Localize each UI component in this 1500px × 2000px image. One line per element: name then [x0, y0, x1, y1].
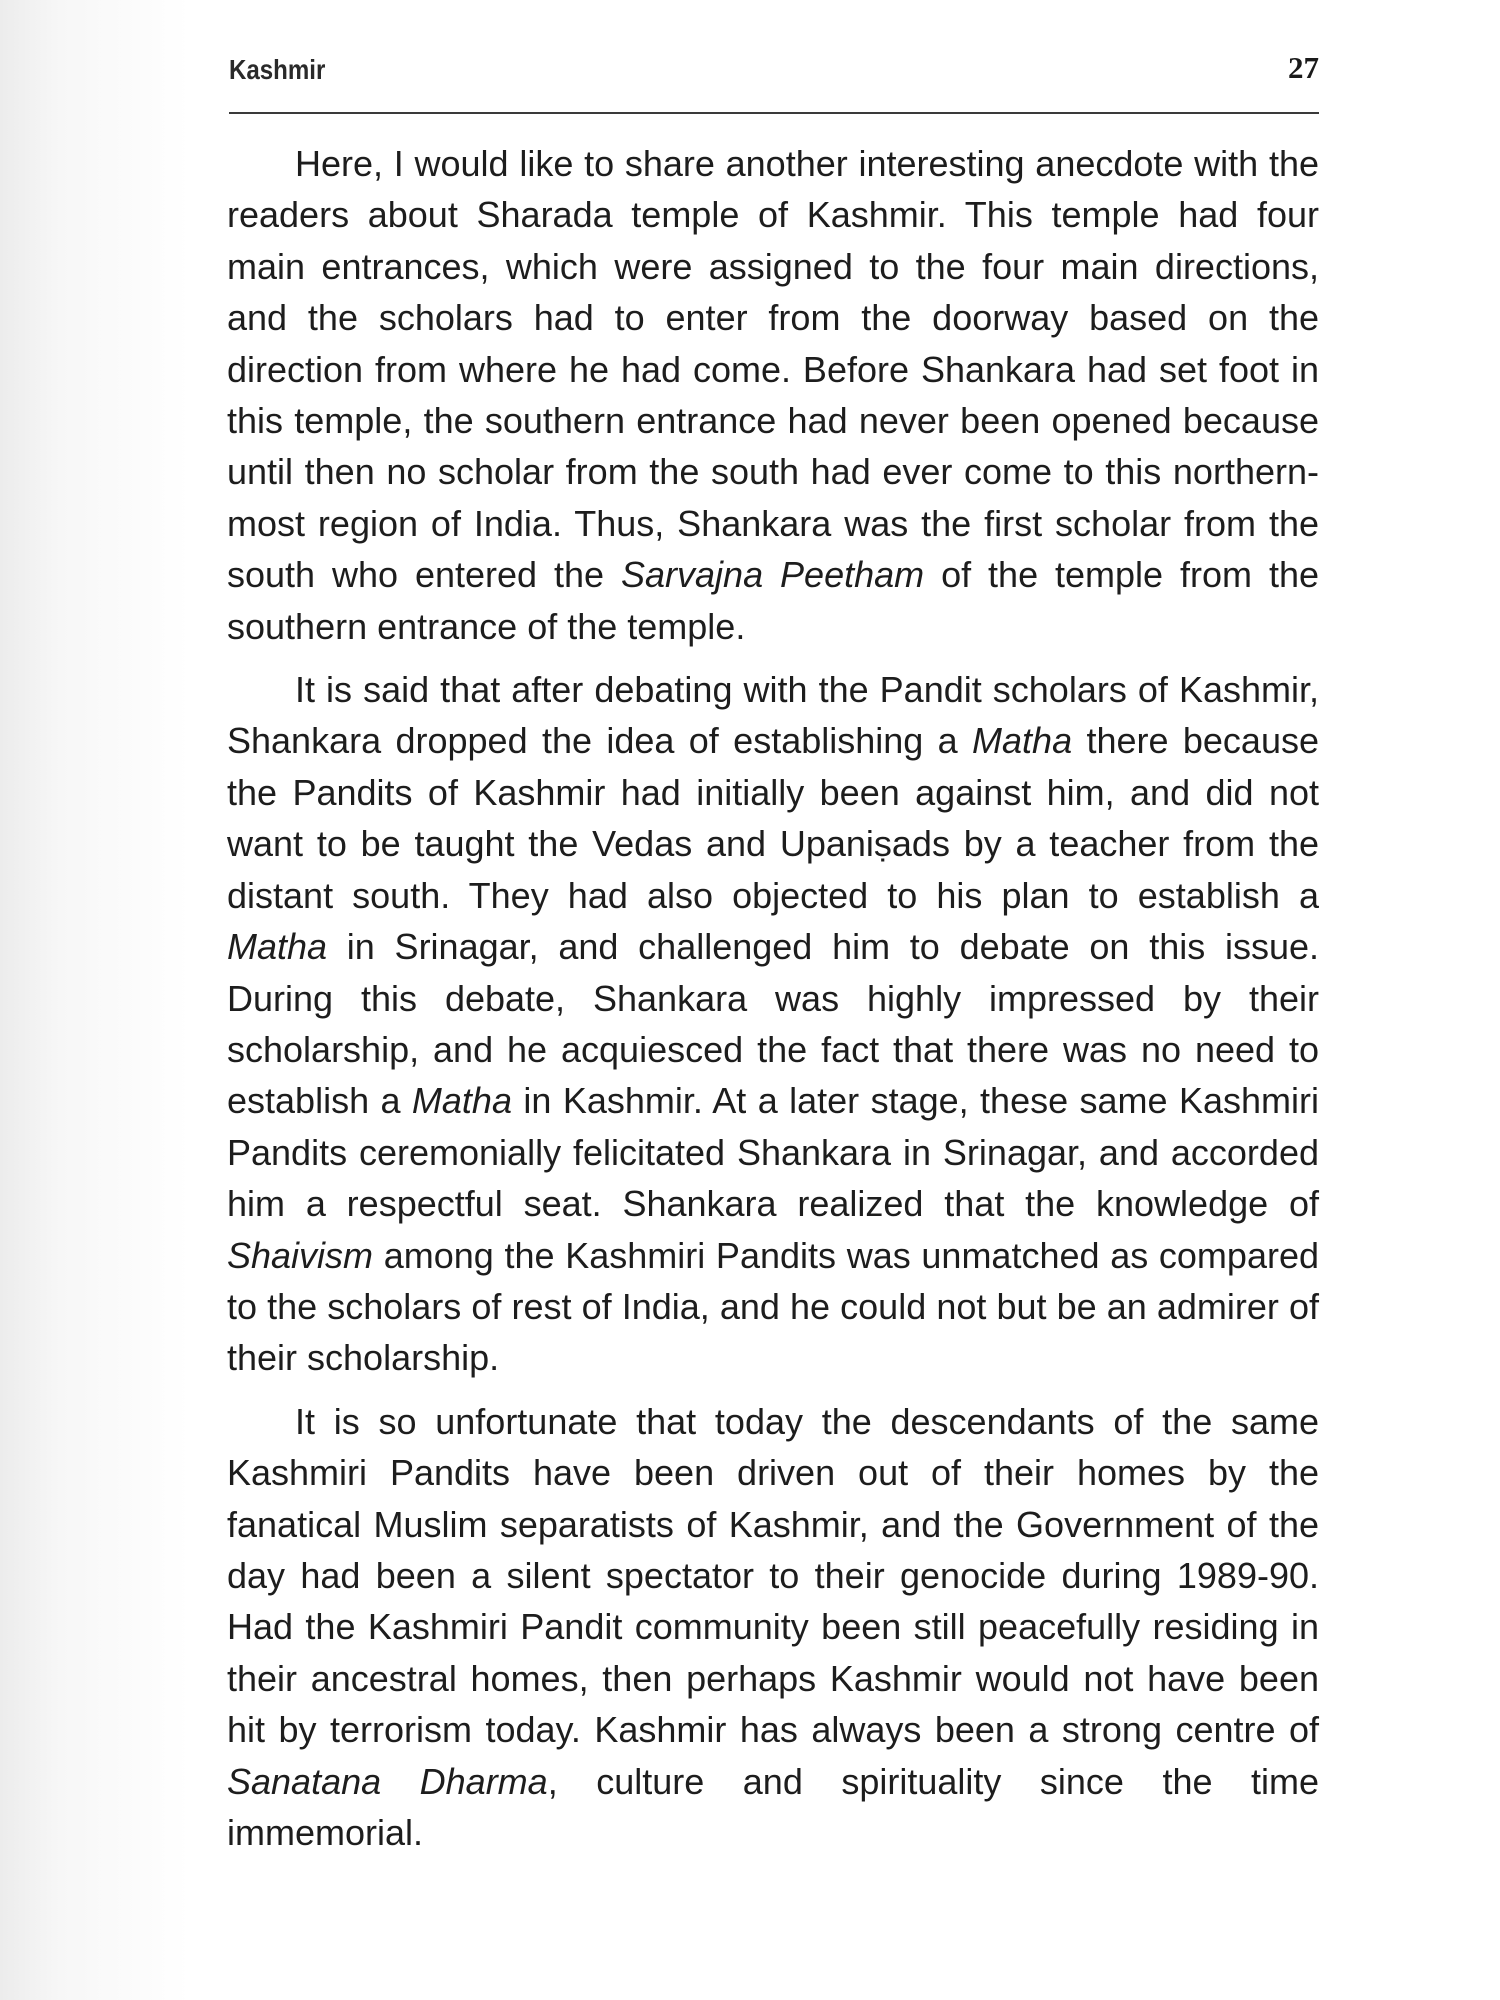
text-segment: in Kashmir. At a later stage, these same Kashmiri Pandits ceremonially felicitated Shankara in Srinagar, and accorded him a respectful seat. Shankara realized that the knowledge of	[227, 1080, 1319, 1225]
text-segment: It is so unfortunate that today the descendants of the same Kashmiri Pandits have been driven out of their homes by the fanatical Muslim separatists of Kashmir, and the Government of the day had been a silent spectator to their genocide during 1989-90. Had the Kashmiri Pandit community been still peacefully residing in their ancestral homes, then perhaps Kashmir would not have been hit by terrorism today. Kashmir has always been a strong centre of	[227, 1400, 1319, 1751]
paragraph-2	[227, 664, 1319, 1384]
paragraph-1	[227, 138, 1319, 652]
body-text	[227, 138, 1319, 1858]
text-segment: there because the Pandits of Kashmir had initially been against him, and did not want to be taught the Vedas and Upaniṣads by a teacher from the distant south. They had also objected to his plan to establish a	[227, 720, 1319, 916]
text-segment: in Srinagar, and challenged him to debate on this issue. During this debate, Shankara was highly impressed by their scholarship, and he acquiesced the fact that there was no need to establish a	[227, 926, 1319, 1122]
italic-term: Sarvajna Peetham	[621, 554, 925, 596]
paragraph-3	[227, 1396, 1319, 1859]
running-head	[229, 50, 1319, 90]
running-title: Kashmir	[229, 54, 326, 85]
header-rule	[229, 112, 1319, 114]
italic-term: Shaivism	[227, 1234, 374, 1276]
italic-term: Sanatana Dharma	[227, 1760, 548, 1802]
text-segment: , culture and spirituality since the time immemorial.	[227, 1760, 1320, 1853]
italic-term: Matha	[972, 720, 1073, 762]
text-segment: among the Kashmiri Pandits was unmatched as compared to the scholars of rest of India, and he could not but be an admirer of their scholarship.	[227, 1234, 1319, 1379]
text-segment: It is said that after debating with the Pandit scholars of Kashmir, Shankara dropped the idea of establishing a	[227, 669, 1319, 762]
italic-term: Matha	[411, 1080, 512, 1122]
text-segment: of the temple from the southern entrance of the temple.	[227, 554, 1319, 647]
page-number: 27	[1288, 50, 1319, 85]
text-segment: Here, I would like to share another interesting anecdote with the readers about Sharada temple of Kashmir. This temple had four main entrances, which were assigned to the four main directions, and the scholars had to enter from the doorway based on the direction from where he had come. Before Shankara had set foot in this temple, the southern entrance had never been opened because until then no scholar from the south had ever come to this northern-most region of India. Thus, Shankara was the first scholar from the south who entered the	[227, 143, 1319, 596]
italic-term: Matha	[227, 926, 328, 968]
